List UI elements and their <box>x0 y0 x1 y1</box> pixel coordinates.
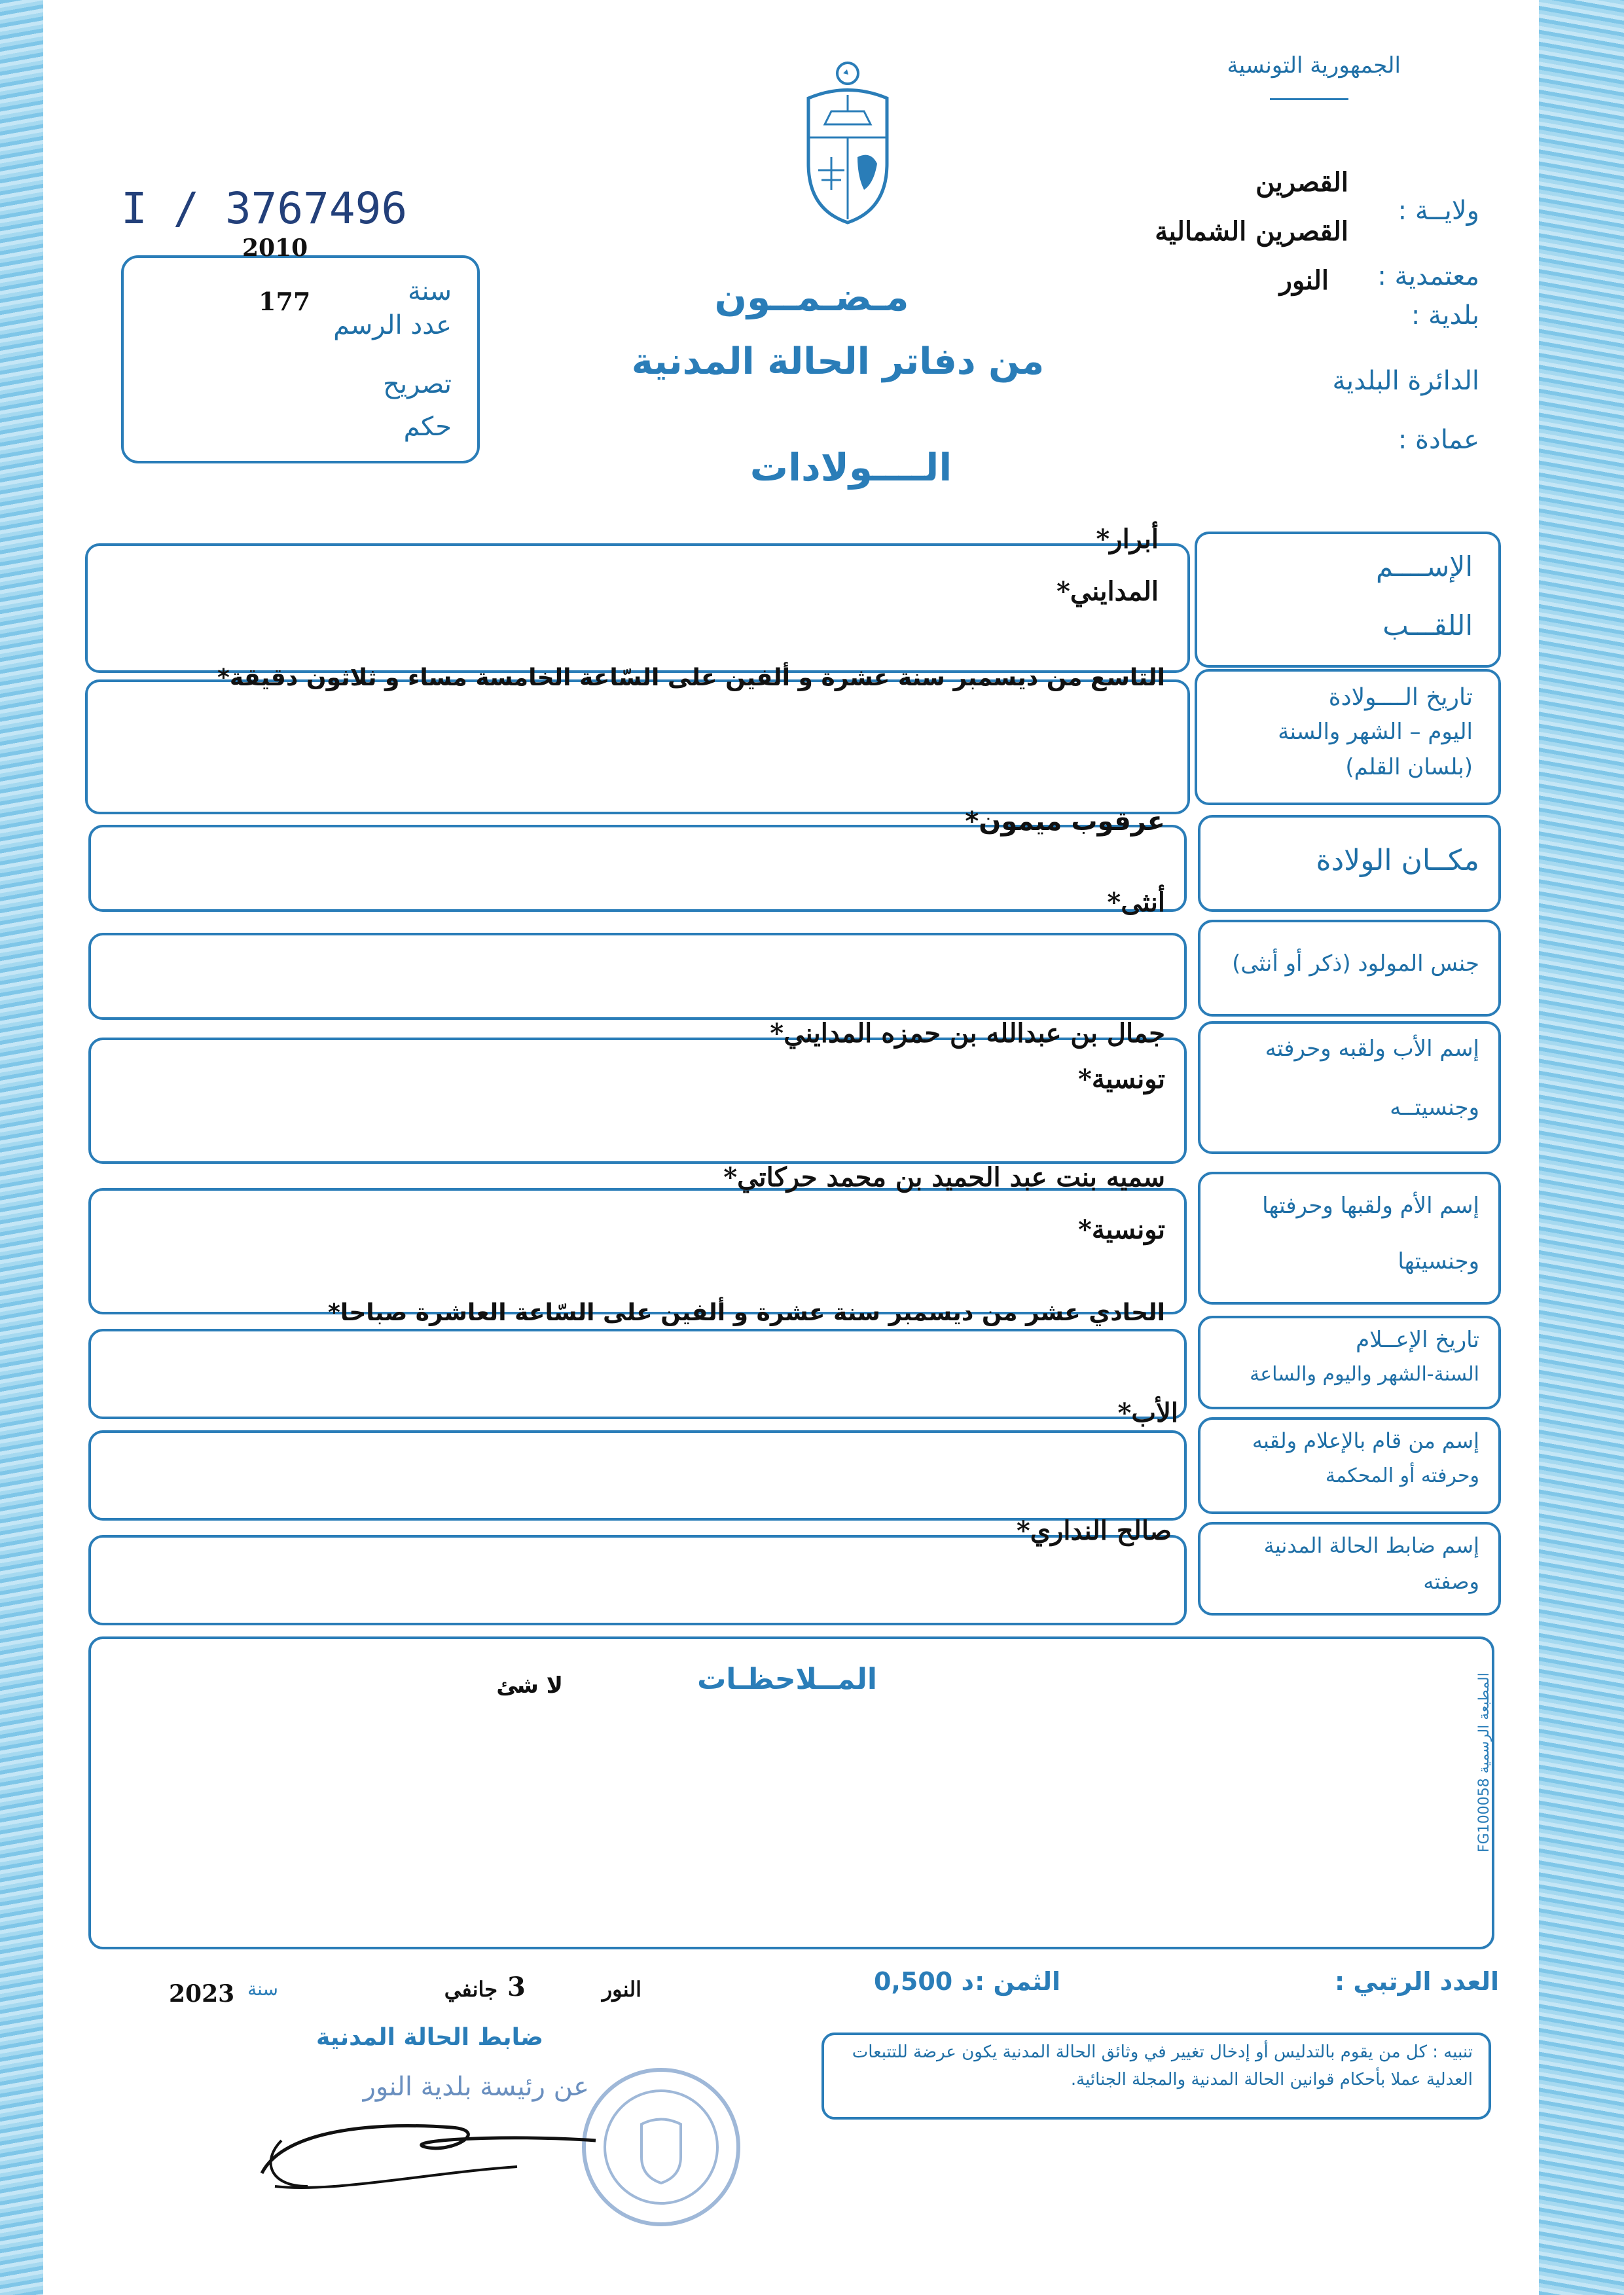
mother-name-value: سميه بنت عبد الحميد بن محمد حركاتي* <box>723 1162 1165 1193</box>
right-security-border <box>1539 0 1624 2295</box>
birth-date-label-2: اليوم – الشهر والسنة <box>1278 719 1473 745</box>
officer-title: ضابط الحالة المدنية <box>316 2024 543 2051</box>
printer-code: المطبعة الرسمية FG100058 <box>1476 1672 1492 1852</box>
municipal-district-label: الدائرة البلدية <box>1332 366 1479 396</box>
record-number-value: 177 <box>259 287 311 316</box>
price-label: الثمن : <box>975 1967 1060 1996</box>
judgment-type-label: حكم <box>403 412 452 442</box>
declaration-date-label: تاريخ الإعــلام <box>1356 1327 1479 1353</box>
mother-label-2: وجنسيتها <box>1398 1248 1479 1274</box>
signature-icon <box>255 2095 609 2199</box>
record-number-label: عدد الرسم <box>333 310 452 340</box>
birth-date-label-3: (بلسان القلم) <box>1345 754 1473 780</box>
footer-month: جانفي <box>444 1977 497 2002</box>
document-title: مـضـمــون <box>714 275 909 319</box>
footer-place: النور <box>602 1977 641 2002</box>
mother-label: إسم الأم ولقبها وحرفتها <box>1262 1193 1479 1219</box>
officer-label-2: وصفته <box>1423 1569 1479 1594</box>
father-label-2: وجنسيتــه <box>1390 1094 1479 1121</box>
warning-text: تنبيه : كل من يقوم بالتدليس أو إدخال تغيير في وثائق الحالة المدنية يكون عرضة للتتبعات العدلية عملا بأحكام قوانين الحالة المدنية والمجلة الجنائية. <box>852 2042 1473 2089</box>
sex-value: أنثى* <box>1107 887 1165 918</box>
remarks-value: لا شئ <box>496 1672 563 1699</box>
mother-value-box <box>88 1188 1187 1314</box>
father-label: إسم الأب ولقبه وحرفته <box>1265 1036 1479 1062</box>
birth-place-value: عرقوب ميمون* <box>965 806 1165 837</box>
wilaya-label: ولايــة : <box>1398 196 1479 226</box>
sex-value-box <box>88 933 1187 1020</box>
coat-of-arms-icon <box>792 59 903 229</box>
sex-label: جنس المولود (ذكر أو أنثى) <box>1232 950 1479 977</box>
wilaya-value: القصرين <box>1255 167 1348 198</box>
municipality-label: بلدية : <box>1411 300 1479 331</box>
officer-value-box <box>88 1535 1187 1625</box>
imada-label: عمادة : <box>1398 425 1479 455</box>
officer-value: صالح النداري* <box>1016 1515 1172 1546</box>
declaration-date-value: الحادي عشر من ديسمبر سنة عشرة و ألفين على السّاعة العاشرة صباحا* <box>327 1299 1165 1326</box>
declarant-value: الأب* <box>1117 1398 1178 1428</box>
birth-date-value-box <box>85 679 1190 814</box>
left-security-border <box>0 0 43 2295</box>
name-label: الإســــم <box>1376 551 1473 583</box>
remarks-label: المــلاحظـات <box>697 1663 877 1696</box>
declaration-type-label: تصريح <box>383 369 452 399</box>
delegation-label: معتمدية : <box>1377 261 1479 291</box>
father-name-value: جمال بن عبدالله بن حمزه المدايني* <box>770 1018 1165 1049</box>
birth-date-label: تاريخ الــــولادة <box>1328 684 1473 711</box>
republic-title: الجمهورية التونسية <box>1227 52 1401 79</box>
father-nationality-value: تونسية* <box>1077 1064 1165 1094</box>
birth-date-value: التاسع من ديسمبر سنة عشرة و ألفين على السّاعة الخامسة مساء و ثلاثون دقيقة* <box>217 664 1165 691</box>
footer-day: 3 <box>507 1972 526 2002</box>
footer-year-value: 2023 <box>169 1980 235 2008</box>
municipality-value: النور <box>1279 265 1329 296</box>
surname-value: المدايني* <box>1056 576 1159 607</box>
declarant-label: إسم من قام بالإعلام ولقبه <box>1252 1428 1479 1453</box>
mother-nationality-value: تونسية* <box>1077 1214 1165 1245</box>
first-name-value: أبرار* <box>1096 524 1159 554</box>
declaration-date-label-2: السنة-الشهر واليوم والساعة <box>1250 1363 1479 1386</box>
serial-number-label: العدد الرتبي : <box>1334 1967 1499 1996</box>
birth-place-label: مكــان الولادة <box>1316 844 1479 877</box>
serial-number: I / 3767496 <box>121 183 408 234</box>
on-behalf-of: عن رئيسة بلدية النور <box>363 2072 589 2102</box>
declarant-value-box <box>88 1430 1187 1521</box>
name-value-box <box>85 543 1190 673</box>
surname-label: اللقـــب <box>1382 609 1473 642</box>
delegation-value: القصرين الشمالية <box>1155 216 1348 247</box>
record-year-label: سنة <box>407 276 452 306</box>
republic-underline <box>1270 98 1348 100</box>
section-subtitle-births: الــــولادات <box>749 445 952 490</box>
declarant-label-2: وحرفته أو المحكمة <box>1325 1464 1479 1487</box>
record-year-value: 2010 <box>242 234 308 262</box>
document-title-line2: من دفاتر الحالة المدنية <box>631 340 1045 383</box>
officer-label: إسم ضابط الحالة المدنية <box>1263 1533 1479 1558</box>
price-value: 0,500 د <box>874 1967 974 1996</box>
footer-year-label: سنة <box>247 1978 278 2000</box>
father-value-box <box>88 1038 1187 1164</box>
